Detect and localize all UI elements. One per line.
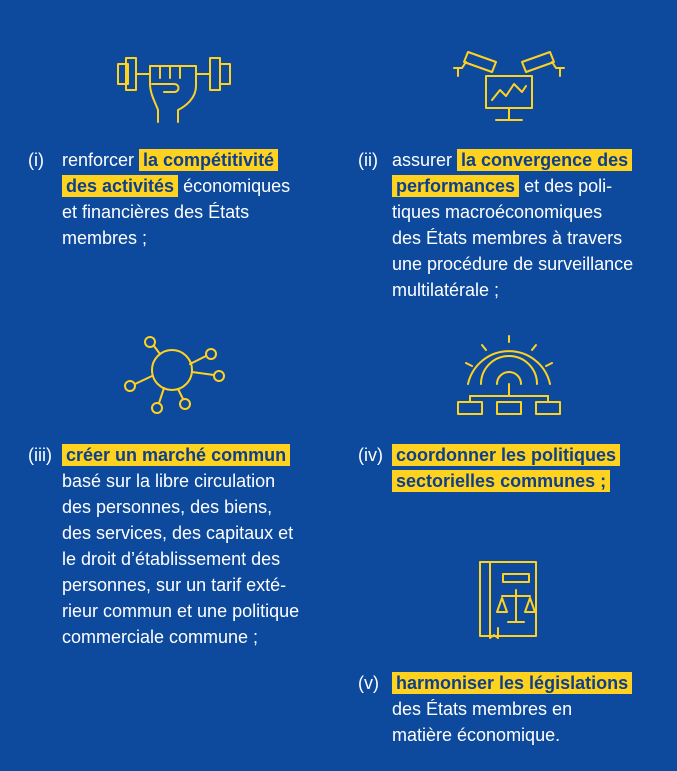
highlight-text: sectorielles communes ; [392,470,610,492]
item-text: et financières des États [62,202,250,222]
highlight-text: coordonner les politiques [392,444,620,466]
item-text: des services, des capitaux et [62,523,294,543]
item-text: commerciale commune ; [62,627,259,647]
item-number: (iv) [358,445,383,465]
item-text: le droit d’établissement des [62,549,281,569]
item-text: renforcer [62,150,140,170]
item-text: basé sur la libre circulation [62,471,276,491]
item-number: (iii) [28,445,52,465]
item-text: multilatérale ; [392,280,500,300]
item-text: et des poli- [519,176,613,196]
item-text: des personnes, des biens, [62,497,273,517]
highlight-text: harmoniser les législations [392,672,632,694]
highlight-text: performances [392,175,519,197]
item-text: assurer [392,150,458,170]
item-text: matière économique. [392,725,561,745]
highlight-text: la compétitivité [139,149,278,171]
highlight-text: la convergence des [457,149,632,171]
highlight-text: créer un marché commun [62,444,290,466]
item-text: personnes, sur un tarif exté- [62,575,287,595]
item-text: des États membres à travers [392,228,623,248]
highlight-text: des activités [62,175,178,197]
item-number: (i) [28,150,44,170]
item-text: économiques [178,176,291,196]
item-text: tiques macroéconomiques [392,202,603,222]
item-number: (v) [358,673,379,693]
item-text: des États membres en [392,699,573,719]
item-number: (ii) [358,150,378,170]
item-text: rieur commun et une politique [62,601,300,621]
item-text: une procédure de surveillance [392,254,634,274]
item-text: membres ; [62,228,148,248]
